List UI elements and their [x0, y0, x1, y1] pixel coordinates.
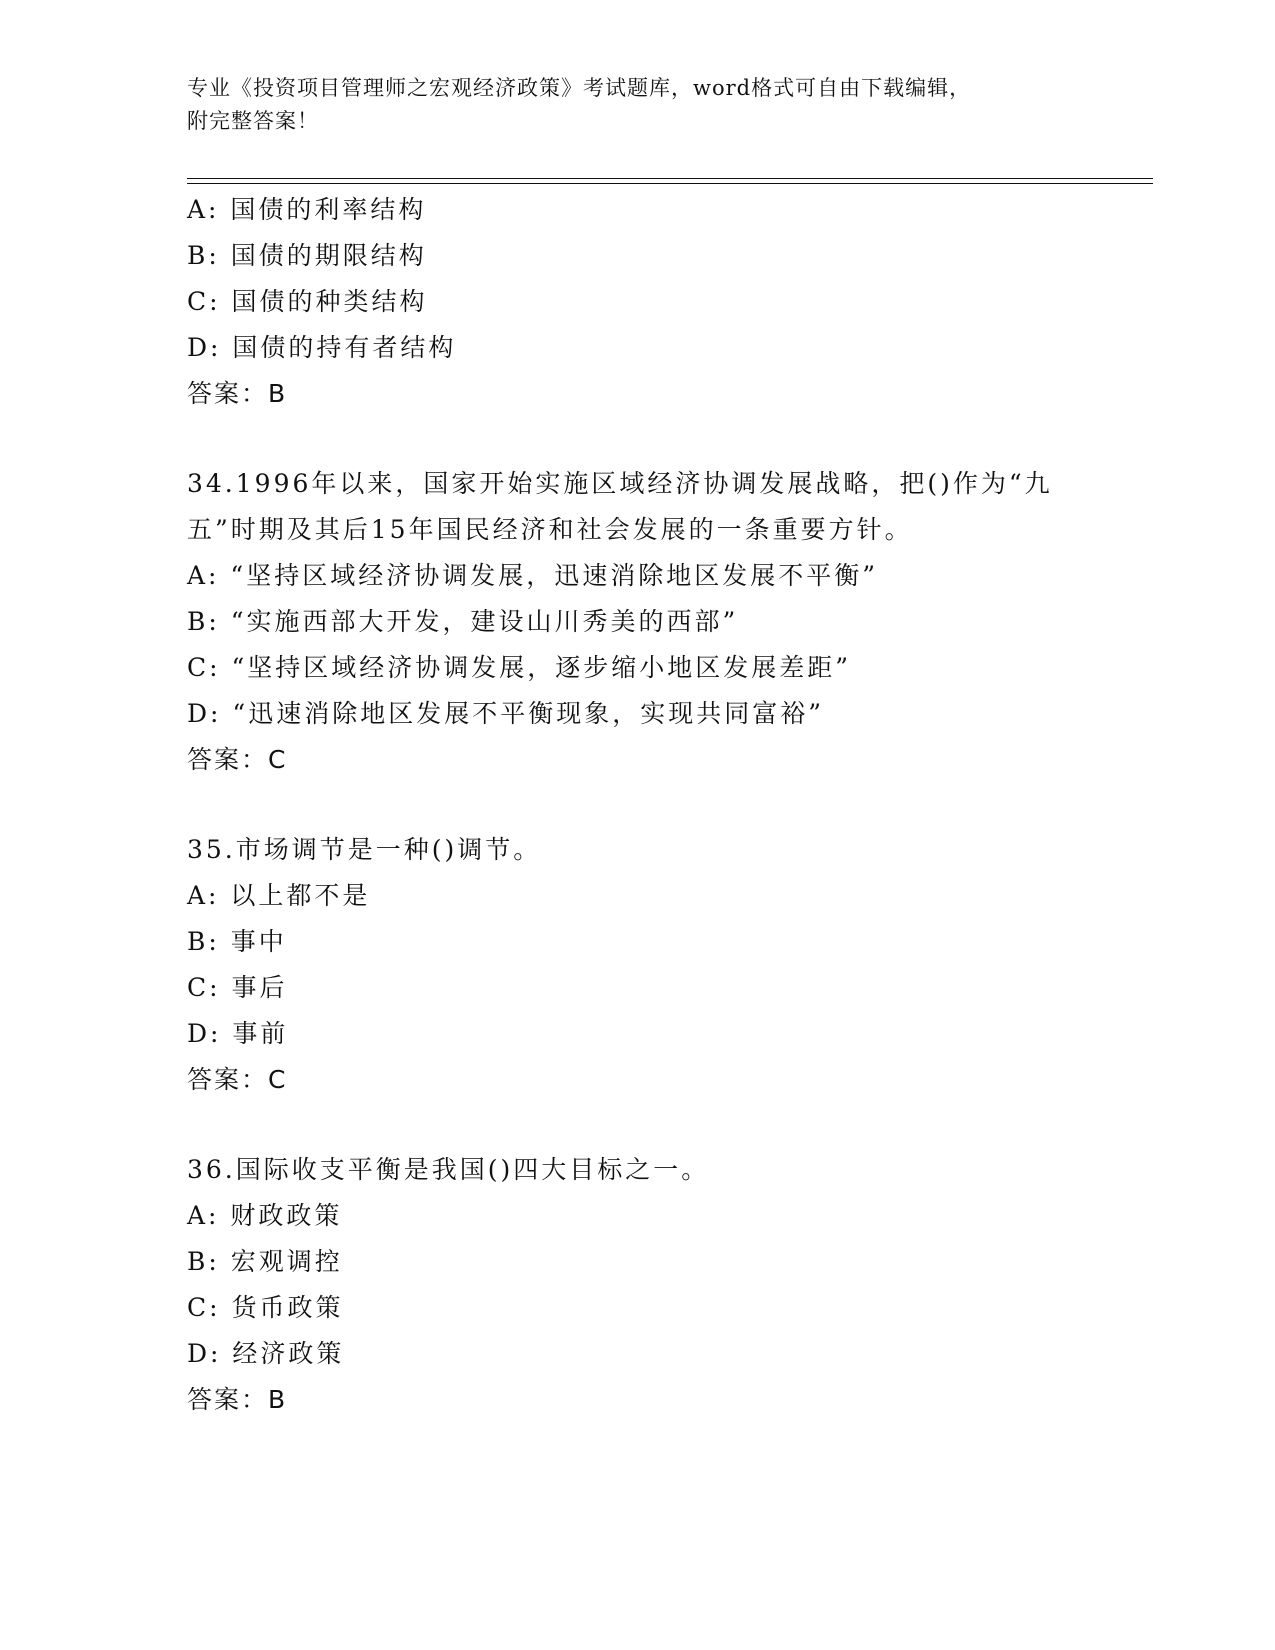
header-line-1: 专业《投资项目管理师之宏观经济政策》考试题库，word格式可自由下载编辑， [187, 76, 972, 100]
answer-label: 答案：C [187, 1065, 288, 1094]
question-spacer [187, 1103, 1087, 1147]
option-b: B: 宏观调控 [187, 1247, 343, 1276]
answer-label: 答案：B [187, 1385, 288, 1414]
question-stem-line-1: 34.1996年以来，国家开始实施区域经济协调发展战略，把()作为“九 [187, 469, 1053, 498]
question-34 [187, 461, 1087, 783]
option-a: A: 以上都不是 [187, 881, 371, 910]
question-35 [187, 827, 1087, 1103]
option-a: A: 国债的利率结构 [187, 195, 427, 224]
option-b: B: 国债的期限结构 [187, 241, 427, 270]
option-c: C: 事后 [187, 973, 288, 1002]
header-line-2: 附完整答案！ [187, 109, 319, 133]
question-33 [187, 187, 1087, 417]
question-36 [187, 1147, 1087, 1423]
question-list [187, 187, 1087, 1423]
option-d: D: “迅速消除地区发展不平衡现象，实现共同富裕” [187, 699, 824, 728]
option-a: A: “坚持区域经济协调发展，迅速消除地区发展不平衡” [187, 561, 878, 590]
question-spacer [187, 783, 1087, 827]
option-d: D: 经济政策 [187, 1339, 345, 1368]
header-divider-bottom [187, 183, 1153, 184]
question-stem: 35.市场调节是一种()调节。 [187, 835, 542, 864]
question-stem-line-2: 五”时期及其后15年国民经济和社会发展的一条重要方针。 [187, 515, 913, 544]
document-header [187, 72, 1087, 138]
option-c: C: “坚持区域经济协调发展，逐步缩小地区发展差距” [187, 653, 852, 682]
option-c: C: 货币政策 [187, 1293, 344, 1322]
answer-label: 答案：B [187, 379, 288, 408]
option-b: B: “实施西部大开发，建设山川秀美的西部” [187, 607, 739, 636]
option-c: C: 国债的种类结构 [187, 287, 428, 316]
question-spacer [187, 417, 1087, 461]
option-b: B: 事中 [187, 927, 287, 956]
option-d: D: 国债的持有者结构 [187, 333, 457, 362]
answer-label: 答案：C [187, 745, 288, 774]
option-a: A: 财政政策 [187, 1201, 343, 1230]
question-stem: 36.国际收支平衡是我国()四大目标之一。 [187, 1155, 710, 1184]
header-divider-top [187, 178, 1153, 179]
option-d: D: 事前 [187, 1019, 289, 1048]
